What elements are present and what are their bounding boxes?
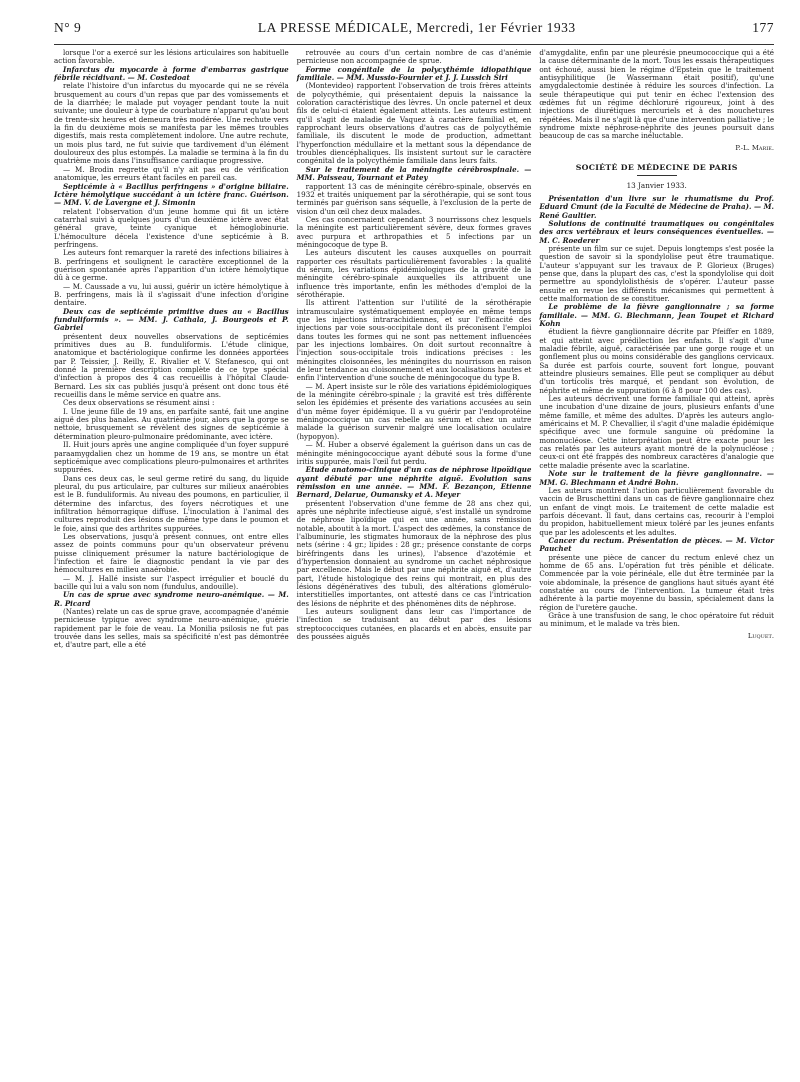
paragraph: présente un film sur ce sujet. Depuis longtemps s'est posée la question de savoir si la spondylolise peut être traumatique. L'auteur s'appuyant sur les travaux de P. Glorieux (Bruges) pense que, dans la plupart des cas, c'est la spondylolise qui doit permettre au spondylolisthésis de s'opérer. L'auteur passe ensuite en revue les différents mécanismes qui permettent à cette malformation de se constituer. <box>539 243 775 303</box>
section-title: Solutions de continuité traumatiques ou congénitales des arcs vertébraux et leurs conséquences éventuelles. — M. C. Roederer <box>539 218 775 245</box>
paragraph: Les auteurs montrent l'action particulièrement favorable du vaccin de Bruschettini dans un cas de fièvre ganglionnaire chez un enfant de vingt mois. Le traitement de cette maladie est parfois décevant. Il faut, dans certains cas, recourir à l'emploi du propidon, habituellement mieux toléré par les jeunes enfants que par les adolescents et les adultes. <box>539 485 775 537</box>
article-continuation <box>539 49 774 141</box>
paragraph: étudient la fièvre ganglionnaire décrite par Pfeiffer en 1889, et qui atteint avec prédilection les enfants. Il s'agit d'une maladie fébrile, aiguë, caractérisée par une gorge rouge et un gonflement plus ou moins considérable des ganglions cervicaux. Sa durée est parfois courte, souvent fort longue, pouvant atteindre plusieurs semaines. Elle peut se compliquer au début d'un torticolis très marqué, et pendant son évolution, de néphrite et même de suppuration (6 à 8 pour 100 des cas). <box>539 327 775 395</box>
paragraph: relatent l'observation d'un jeune homme qui fit un ictère catarrhal suivi à quelques jours d'un deuxième ictère avec état général grave, teinte cyanique et hémoglobinurie. L'hémoculture décela l'existence d'une septicémie à B. perfringens. <box>54 206 289 249</box>
paragraph: rapportent 13 cas de méningite cérébro-spinale, observés en 1932 et traités uniquement par la sérothérapie, qui se sont tous terminés par guérison sans séquelle, à l'exclusion de la perte de vision d'un œil chez deux malades. <box>296 181 532 216</box>
section-title: Un cas de sprue avec syndrome neuro-anémique. — M. R. Picard <box>54 590 289 608</box>
paragraph: — M. Apert insiste sur le rôle des variations épidémiologiques de la méningite cérébro-spinale ; la gravité est très différente selon les épidémies et présente des variations accusées au sein d'un même foyer épidémique. Il a vu guérir par l'endoprotéine méningococcique un cas rebelle au sérum et chez un autre malade la guérison survenir malgré une localisation oculaire (hypopyon). <box>296 381 532 441</box>
paragraph: d'amygdalite, enfin par une pleurésie pneumococcique qui a été la cause déterminante de la mort. Tous les essais thérapeutiques ont échoué, aussi bien le régime d'Epstein que le traitement antisyphilitique (le Wassermann était positif), qu'une amygdalectomie destinée à réduire les sources d'infection. La seule thérapeutique qui put tenir en échec l'extension des œdèmes fut un régime déchloruré rigoureux, joint à des injections de diurétiques mercuriels et à des mouchetures répétées. Mais il ne s'agit là que d'une intervention palliative ; le syndrome mixte néphrose-néphrite des jeunes poursuit dans beaucoup de cas sa marche inéluctable. <box>539 48 775 141</box>
paragraph: (Montevideo) rapportent l'observation de trois frères atteints de polycythémie, qui présentaient depuis la naissance la coloration caractéristique des lèvres. Un oncle paternel et deux fils de celui-ci étaient également atteints. Les auteurs estiment qu'il s'agit de maladie de Vaquez à caractère familial et, en rapprochant leurs observations d'autres cas de polycythémie familiale, ils discutent le mode de production, admettant l'hyperfonction médullaire et la mettant sous la dépendance de troubles diencéphaliques. Ils insistent surtout sur le caractère congénital de la polycythémie familiale dans leurs faits. <box>296 81 532 166</box>
paragraph: présentent l'observation d'une femme de 28 ans chez qui, après une néphrite infectieuse aiguë, s'est installé un syndrome de néphrose lipoïdique qui en une année, sans rémission notable, aboutit à la mort. L'aspect des œdèmes, la constance de l'albuminurie, les stigmates humoraux de la néphrose des plus nets (sérine : 4 gr.; lipides : 28 gr.; présence constante de corps biréfringents dans les urines), l'absence d'azotémie et d'hypertension donnaient au syndrome un cachet néphrosique par excellence. Mais le début par une néphrite aiguë et, d'autre part, l'étude histologique des reins qui montrait, en plus des lésions dégénératives des tubuli, des altérations glomérulo-interstitielles importantes, ont attesté dans ce cas l'intrication des lésions de néphrite et des phénomènes dits de néphrose. <box>296 498 532 608</box>
section-title: Le problème de la fièvre ganglionnaire ; sa forme familiale. — MM. G. Blechmann, Jean Toupet et Richard Kohn <box>539 302 775 328</box>
paragraph: présentent deux nouvelles observations de septicémies primitives dues au B. funduliformis. L'étude clinique, anatomique et bactériologique confirme les données apportées par P. Teissier, J. Reilly, E. Rivalier et V. Stefanesco, qui ont donné la première description complète de ce type spécial d'infection à propos des 4 cas recueillis à l'hôpital Claude-Bernard. Les six cas publiés jusqu'à présent ont donc tous été recueillis dans le même service en quatre ans. <box>54 331 289 400</box>
section-title: Septicémie à « Bacillus perfringens » d'origine biliaire. Ictère hémolytique succédant à un ictère franc. Guérison. — MM. V. de Lavergne et J. Simonin <box>54 181 289 208</box>
paragraph: — M. Huber a observé également la guérison dans un cas de méningite méningococcique ayant débuté sous la forme d'une iritis suppurée, mais l'œil fut perdu. <box>296 440 532 466</box>
paragraph: — M. J. Hallé insiste sur l'aspect irrégulier et bouclé du bacille qui lui a valu son nom (fundulus, andouille). <box>54 573 289 591</box>
paragraph: Les auteurs discutent les causes auxquelles on pourrait rapporter ces résultats particulièrement favorables : la qualité du sérum, les variations épidémiologiques de la gravité de la méningite cérébro-spinale auxquelles ils attribuent une influence très importante, enfin les méthodes d'emploi de la sérothérapie. <box>296 248 532 299</box>
paragraph: retrouvée au cours d'un certain nombre de cas d'anémie pernicieuse non accompagnée de sprue. <box>296 48 532 66</box>
section-title: Infarctus du myocarde à forme d'embarras gastrique fébrile récidivant. — M. Costedoat <box>54 64 289 83</box>
paragraph: Grâce à une transfusion de sang, le choc opératoire fut réduit au minimum, et le malade va très bien. <box>539 611 775 629</box>
column-right <box>539 49 774 650</box>
section-title: Présentation d'un livre sur le rhumatisme du Prof. Eduard Cmunt (de la Faculté de Médecine de Praha). — M. René Gaultier. <box>539 193 775 220</box>
journal-title: LA PRESSE MÉDICALE, Mercredi, 1er Février 1933 <box>257 20 576 35</box>
section-title: Cancer du rectum. Présentation de pièces. — M. Victor Pauchet <box>539 535 775 554</box>
paragraph: Les observations, jusqu'à présent connues, ont entre elles assez de points communs pour qu'un observateur prévenu puisse cliniquement présumer la nature bactériologique de l'infection et faire le diagnostic pendant la vie par des hémocultures en milieu anaérobie. <box>54 531 289 575</box>
paragraph: Ces deux observations se résument ainsi : <box>63 398 215 408</box>
paragraph: présente une pièce de cancer du rectum enlevé chez un homme de 65 ans. L'opération fut très pénible et délicate. Commencée par la voie périnéale, elle dut être terminée par la voie abdominale, la présence de ganglions haut situés ayant été constatée au cours de l'intervention. La tumeur était très adhérente à la partie moyenne du bassin, spécialement dans la région de l'uretère gauche. <box>539 552 775 612</box>
paragraph: Les auteurs font remarquer la rareté des infections biliaires à B. perfringens et soulignent le caractère exceptionnel de la guérison spontanée après l'apparition d'un ictère hémolytique dû à ce germe. <box>54 248 289 283</box>
column-left <box>54 49 289 650</box>
paragraph: relate l'histoire d'un infarctus du myocarde qui ne se révéla brusquement au cours d'un repas que par des vomissements et de la diarrhée; le malade put voyager pendant toute la nuit suivante; une douleur à type de courbature n'apparut qu'au bout de trente-six heures et demeura très modérée. Une rechute vers la fin du deuxième mois se manifesta par les mêmes troubles digestifs, mais resta complètement indolore. Une autre rechute, un mois plus tard, ne fut suivie que tardivement d'un élément douloureux des plus estompés. La maladie se termina à la fin du quatrième mois dans l'insuffisance cardiaque progressive. <box>54 81 289 166</box>
paragraph: Les auteurs soulignent dans leur cas l'importance de l'infection se traduisant au début par des lésions streptococciques cutanées, en placards et en abcès, ensuite par des poussées aiguës <box>296 607 532 642</box>
society-heading: SOCIÉTÉ DE MÉDECINE DE PARIS <box>575 163 738 173</box>
page-number: 177 <box>752 20 774 35</box>
paragraph: Dans ces deux cas, le seul germe retiré du sang, du liquide pleural, du pus articulaire, par cultures sur milieux anaérobies est le B. funduliformis. Au niveau des poumons, en particulier, il détermine des infarctus, des foyers nécrotiques et une infiltration hémorragique diffuse. L'inoculation à l'animal des cultures reproduit des lésions de même type dans le poumon et le foie, ainsi que des arthrites suppurées. <box>54 473 289 533</box>
paragraph: — M. Brodin regrette qu'il n'y ait pas eu de vérification anatomique, les erreurs étant faciles en pareil cas. <box>54 164 289 183</box>
paragraph: II. Huit jours après une angine compliquée d'un foyer suppuré paraamygdalien chez un homme de 19 ans, se montre un état septicémique avec complications pleuro-pulmonaires et arthrites suppurées. <box>54 440 289 475</box>
section-title: Note sur le traitement de la fièvre ganglionnaire. — MM. G. Blechmann et André Bohn. <box>539 469 775 487</box>
paragraph: Ces cas concernaient cependant 3 nourrissons chez lesquels la méningite est particulièrement sévère, deux formes graves avec purpura et arthropathies et 5 infections par un méningocoque de type B. <box>296 214 532 249</box>
society-reports <box>539 195 774 629</box>
text-columns <box>54 49 774 650</box>
signature-luquet: Luquet. <box>747 631 775 640</box>
signature-marie: P.-L. Marie. <box>735 143 775 152</box>
section-title: Deux cas de septicémie primitive dues au « Bacillus funduliformis ». — MM. J. Cathala, J. Bourgeois et P. Gabriel <box>54 306 289 333</box>
paragraph: Les auteurs décrivent une forme familiale qui atteint, après une incubation d'une dizaine de jours, plusieurs enfants d'une même famille, et même des adultes. D'après les auteurs anglo-américains et M. P. Chevallier, il s'agit d'une maladie épidémique spécifique avec une formule sanguine où prédomine la mononucléose. Cette interprétation peut être exacte pour les cas relatés par les auteurs ayant montré de la polynucléose ; ceux-ci ont été frappés des nombreux caractères d'analogie que cette maladie présente avec la scarlatine. <box>539 394 775 470</box>
paragraph: lorsque l'or a exercé sur les lésions articulaires son habituelle action favorable. <box>54 48 289 66</box>
paragraph: I. Une jeune fille de 19 ans, en parfaite santé, fait une angine aiguë des plus banales. Au quatrième jour, alors que la gorge se nettoie, brusquement se révèlent des signes de septicémie à détermination pleuro-pulmonaire prédominante, avec ictère. <box>54 406 289 441</box>
page-header <box>54 20 774 45</box>
paragraph: Ils attirent l'attention sur l'utilité de la sérothérapie intramusculaire systématiquement employée en même temps que les injections intrarachidiennes, et sur l'efficacité des injections par voie sous-occipitale dont ils préconisent l'emploi dans toutes les formes qui ne sont pas nettement influencées par les injections lombaires. On doit surtout reconnaître à l'injection sous-occipitale trois indications précises : les méningites cloisonnées, les méningites du nourrisson en raison de leur tendance au cloisonnement et aux localisations hautes et enfin l'intervention d'une souche de méningocoque du type B. <box>296 298 532 383</box>
section-title: Etude anatomo-clinique d'un cas de néphrose lipoïdique ayant débuté par une néphrite aiguë. Evolution sans rémission en une année. — MM. F. Bezançon, Etienne Bernard, Delarue, Oumansky et A. Meyer <box>296 465 532 500</box>
session-date: 13 Janvier 1933. <box>626 181 687 191</box>
column-middle <box>297 49 532 650</box>
issue-number: N° 9 <box>54 20 82 35</box>
heading-divider <box>637 175 677 176</box>
paragraph: — M. Caussade a vu, lui aussi, guérir un ictère hémolytique à B. perfringens, mais là il s'agissait d'une infection d'origine dentaire. <box>54 281 289 308</box>
section-title: Sur le traitement de la méningite cérébrospinale. — MM. Paisseau, Tournant et Patey <box>296 164 532 183</box>
paragraph: (Nantes) relate un cas de sprue grave, accompagnée d'anémie pernicieuse typique avec syndrome neuro-anémique, guérie rapidement par le foie de veau. La Monilia psilosis ne fut pas trouvée dans les selles, mais sa spécificité n'est pas démontrée et, d'autre part, elle a été <box>54 607 289 650</box>
section-title: Forme congénitale de la polycythémie idiopathique familiale. — MM. Mussio-Fournier et J. J. Lussich Siri <box>296 64 532 83</box>
